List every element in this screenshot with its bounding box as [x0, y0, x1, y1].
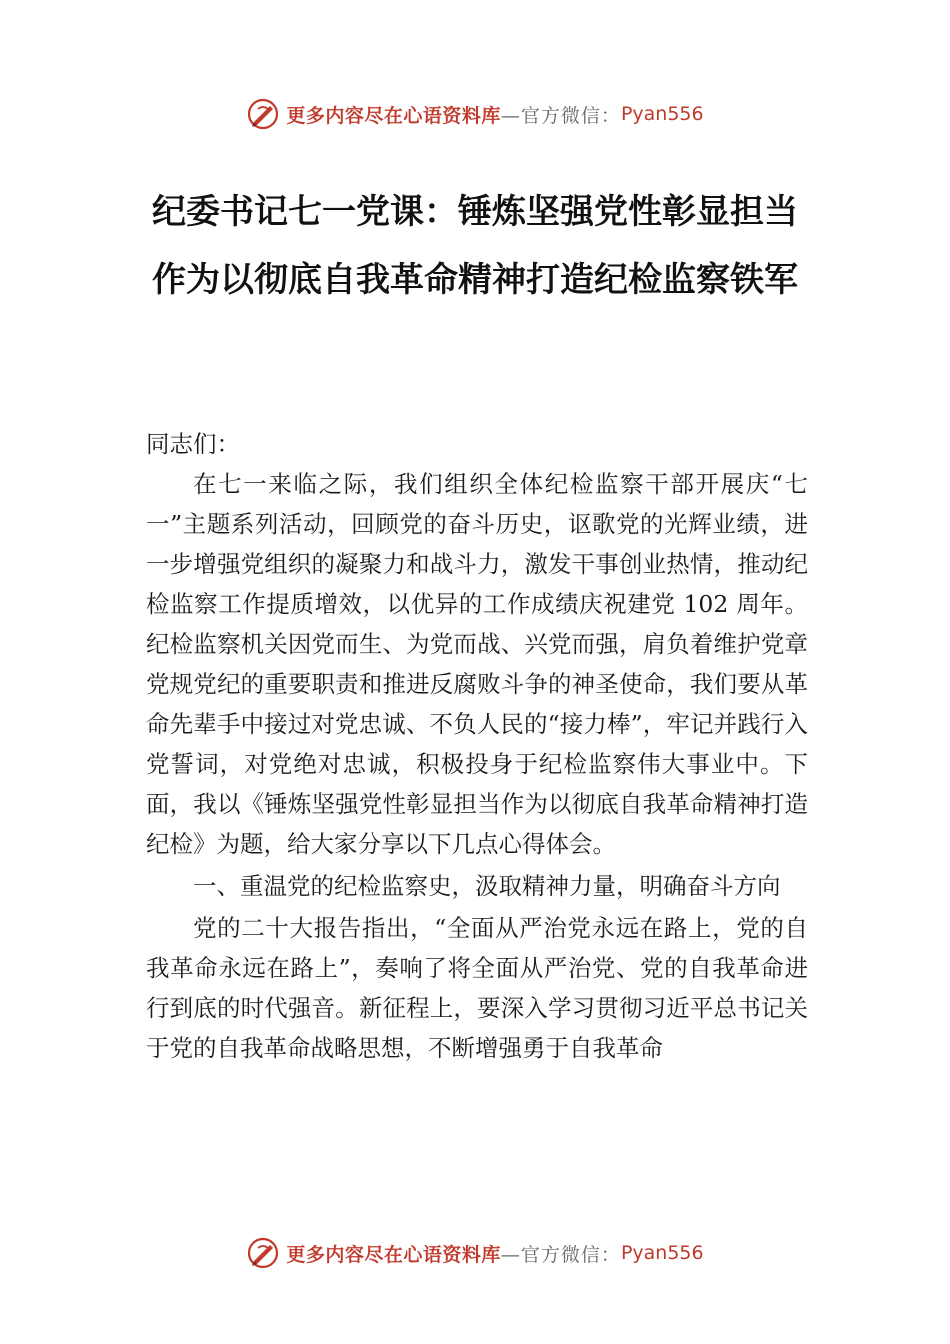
header-banner: [0, 94, 950, 134]
section-heading: 一、重温党的纪检监察史，汲取精神力量，明确奋斗方向: [193, 872, 781, 900]
banner-official-label: —官方微信：: [500, 104, 621, 127]
document-body: [146, 424, 808, 1068]
banner-official-label: —官方微信：: [500, 1243, 621, 1266]
document-title: 纪委书记七一党课：锤炼坚强党性彰显担当作为以彻底自我革命精神打造纪检监察铁军: [152, 192, 798, 300]
paragraph: 党的二十大报告指出，“全面从严治党永远在路上，党的自我革命永远在路上”，奏响了将全面从严治党、党的自我革命进行到底的时代强音。新征程上，要深入学习贯彻习近平总书记关于党的自我革命战略思想，不断增强勇于自我革命: [146, 914, 808, 1062]
paragraph: 在七一来临之际，我们组织全体纪检监察干部开展庆“七一”主题系列活动，回顾党的奋斗历史，讴歌党的光辉业绩，进一步增强党组织的凝聚力和战斗力，激发干事创业热情，推动纪检监察工作提质增效，以优异的工作成绩庆祝建党 102 周年。纪检监察机关因党而生、为党而战、兴党而强，肩负着维护党章党规党纪的重要职责和推进反腐败斗争的神圣使命，我们要从革命先辈手中接过对党忠诚、不负人民的“接力棒”，牢记并践行入党誓词，对党绝对忠诚，积极投身于纪检监察伟大事业中。下面，我以《锤炼坚强党性彰显担当作为以彻底自我革命精神打造纪检》为题，给大家分享以下几点心得体会。: [146, 470, 808, 858]
banner-brand-text: 更多内容尽在心语资料库: [286, 104, 501, 127]
banner-wechat-id: Pyan556: [620, 1242, 704, 1264]
salutation: 同志们：: [146, 430, 240, 458]
banner-brand-text: 更多内容尽在心语资料库: [286, 1243, 501, 1266]
pen-logo-icon: [246, 1236, 280, 1270]
banner-wechat-id: Pyan556: [620, 103, 704, 125]
footer-banner: [0, 1233, 950, 1273]
pen-logo-icon: [246, 97, 280, 131]
